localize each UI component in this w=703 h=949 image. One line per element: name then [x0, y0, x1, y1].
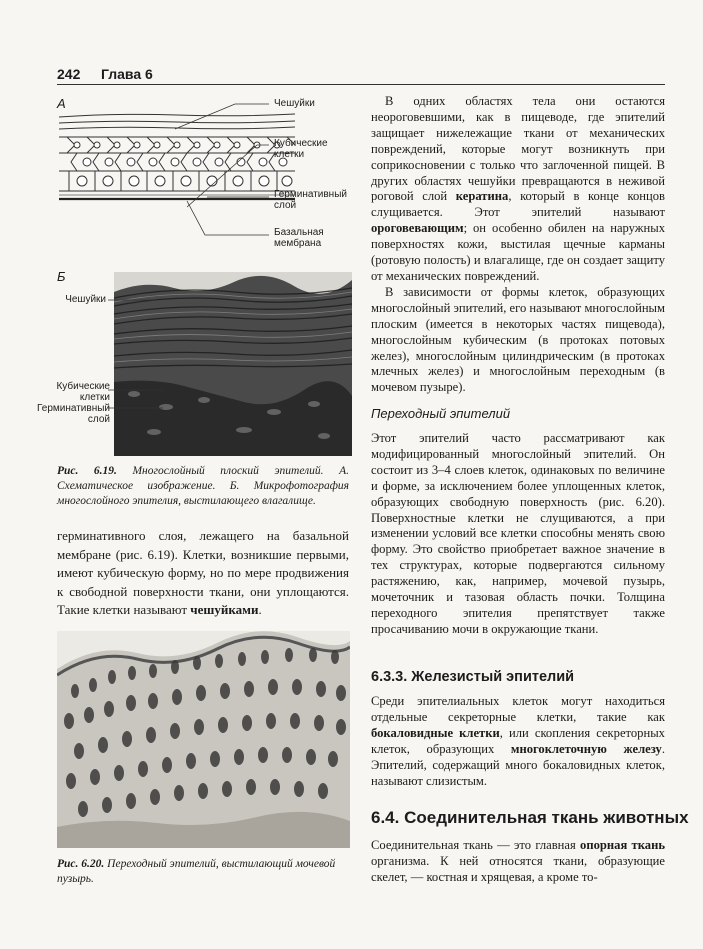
micrograph-leader-lines — [108, 296, 168, 416]
left-column-text: герминативного слоя, лежащего на базальной мембране (рис. 6.19). Клетки, возникшие первыми, имеют кубическую форму, но по мере продвижения к свободной поверхности ткани, они уплощаются. Такие клетки называют чешуйками. — [57, 528, 349, 617]
photo-label-germinative-2: слой — [87, 414, 110, 425]
chapter-title: Глава 6 — [101, 66, 153, 82]
photo-label-squamous: Чешуйки — [65, 294, 106, 305]
figure-6-20-caption: Рис. 6.20. Переходный эпителий, выстилающий мочевой пузырь. — [57, 858, 336, 885]
schema-label-germinative-1: Герминативный — [274, 189, 347, 200]
figure-letter-b: Б — [57, 269, 66, 284]
schema-label-germinative-2: слой — [274, 200, 297, 211]
schema-label-basal-2: мембрана — [274, 238, 322, 249]
epithelium-schematic — [57, 95, 357, 245]
figure-letter-a: А — [57, 96, 66, 111]
schema-label-basal-1: Базальная — [274, 227, 324, 238]
photo-label-cuboidal-1: Кубические — [56, 381, 110, 392]
right-column-intro: В одних областях тела они остаются неороговевшими, как в пищеводе, где эпителий защищает нижележащие ткани от механических повреждений, которые могут возникнуть при соприкосновении с только что заглоченной пищей. В других областях чешуйки превращаются в неживой роговой слой кератина, который в конце концов слущивается. Этот эпителий называют ороговевающим; он особенно обилен на наружных поверхностях кожи, выстилая щечные карманы (ротовую полость) и влагалище, где он создает защиту от механических повреждений. В зависимости от формы клеток, образующих многослойный эпителий, его называют многослойным плоским (имеется в некоторых частях пищевода), многослойным кубическим (в протоках потовых желез), многослойным цилиндрическим (в протоках млечных желез) и многослойным переходным (в мочевом пузыре). — [371, 94, 665, 395]
schema-label-squamous: Чешуйки — [274, 98, 315, 109]
heading-transitional-epithelium: Переходный эпителий — [371, 406, 511, 421]
figure-6-19-caption: Рис. 6.19. Многослойный плоский эпителий. А. Схематическое изображение. Б. Микрофотография многослойного эпителия, выстилающего влагалище. — [57, 465, 349, 507]
photo-label-cuboidal-2: клетки — [79, 392, 110, 403]
schema-label-cuboidal-1: Кубические — [274, 138, 328, 149]
paragraph-connective: Соединительная ткань — это главная опорная ткань организма. К ней относятся ткани, образующие скелет, — костная и хрящевая, а кроме то- — [371, 838, 665, 884]
page-number: 242 — [57, 66, 81, 82]
schema-label-cuboidal-2: клетки — [274, 149, 305, 160]
paragraph-transitional: Этот эпителий часто рассматривают как модифицированный многослойный эпителий. Он состоит из 3–4 слоев клеток, одинаковых по величине и форме, за исключением более уплощенных клеток, образующих свободную поверхность (рис. 6.20). Поверхностные клетки не слущиваются, а при изменении условий все клетки способны менять свою форму. Это свойство приобретает важное значение в тех структурах, которые подвергаются сильному растяжению, как, например, мочевой пузырь, мочеточник и тазовая область почки. Толщина переходного эпителия препятствует также просачиванию мочи в окружающие ткани. — [371, 431, 665, 636]
photo-label-germinative-1: Герминативный — [37, 403, 110, 414]
micrograph-transitional-epithelium — [57, 631, 350, 848]
page-header — [57, 64, 665, 85]
paragraph-glandular: Среди эпителиальных клеток могут находиться отдельные секреторные клетки, такие как бокаловидные клетки, или скопления секреторных клеток, образующих многоклеточную железу. Эпителий, содержащий много бокаловидных клеток, называют слизистым. — [371, 694, 665, 788]
heading-connective-tissue: 6.4. Соединительная ткань животных — [371, 808, 689, 827]
heading-glandular-epithelium: 6.3.3. Железистый эпителий — [371, 669, 575, 685]
